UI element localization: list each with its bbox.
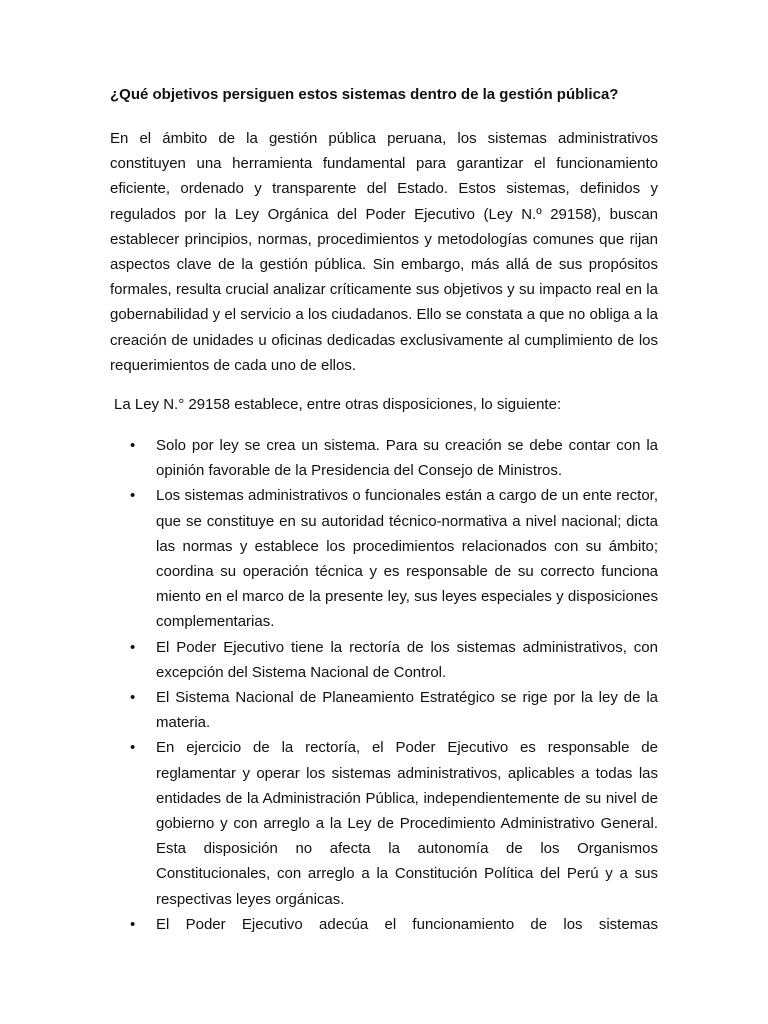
list-item xyxy=(110,433,658,483)
law-intro-text: La Ley N.° 29158 establece, entre otras disposiciones, lo siguiente: xyxy=(114,396,562,414)
list-item xyxy=(110,483,658,634)
bullet-icon: • xyxy=(130,689,136,707)
list-item-text: El Poder Ejecutivo tiene la rectoría de los sistemas administrativos, con excepción del Sistema Nacional de Control. xyxy=(156,638,658,681)
list-item xyxy=(110,735,658,911)
list-item xyxy=(110,685,658,735)
bullet-icon: • xyxy=(130,638,136,656)
bullet-icon: • xyxy=(130,915,136,933)
list-item-text: Solo por ley se crea un sistema. Para su creación se debe contar con la opinión favorable de la Presidencia del Consejo de Ministros. xyxy=(156,437,658,480)
bullet-icon: • xyxy=(130,437,136,455)
body-paragraph: En el ámbito de la gestión pública peruana, los sistemas administrativos constituyen una herramienta fundamental para garantizar el funcionamiento eficiente, ordenado y transparente del Estado. Estos sistemas, definidos y regulados por la Ley Orgánica del Poder Ejecutivo (Ley N.º 29158), buscan establecer principios, normas, procedimientos y metodologías comunes que rijan aspectos clave de la gestión pública. Sin embargo, más allá de sus propósitos formales, resulta crucial analizar críticamente sus objetivos y su impacto real en la gobernabilidad y el servicio a los ciudadanos. Ello se constata a que no obliga a la creación de unidades u oficinas dedicadas exclusivamente al cumplimiento de los requerimientos de cada uno de ellos. xyxy=(110,130,658,374)
bullet-icon: • xyxy=(130,487,136,505)
document-page xyxy=(110,84,658,937)
list-item-text: El Sistema Nacional de Planeamiento Estratégico se rige por la ley de la materia. xyxy=(156,689,658,732)
list-item-text: Los sistemas administrativos o funcionales están a cargo de un ente rector, que se constituye en su autoridad técnico-normativa a nivel nacional; dicta las normas y establece los procedimientos relacionados con su ámbito; coordina su operación técnica y es responsable de su correcto funciona miento en el marco de la presente ley, sus leyes especiales y disposiciones complementarias. xyxy=(156,487,658,631)
list-item xyxy=(110,912,658,937)
bullet-icon: • xyxy=(130,739,136,757)
section-heading: ¿Qué objetivos persiguen estos sistemas dentro de la gestión pública? xyxy=(110,86,619,103)
list-item-text: En ejercicio de la rectoría, el Poder Ejecutivo es responsable de reglamentar y operar los sistemas administrativos, aplicables a todas las entidades de la Administración Pública, independientemente de su nivel de gobierno y con arreglo a la Ley de Procedimiento Administrativo General. Esta disposición no afecta la autonomía de los Organismos Constitucionales, con arreglo a la Constitución Política del Perú y a sus respectivas leyes orgánicas. xyxy=(156,739,658,908)
provisions-list xyxy=(110,433,658,937)
list-item xyxy=(110,635,658,685)
list-item-text: El Poder Ejecutivo adecúa el funcionamiento de los sistemas xyxy=(156,915,658,933)
